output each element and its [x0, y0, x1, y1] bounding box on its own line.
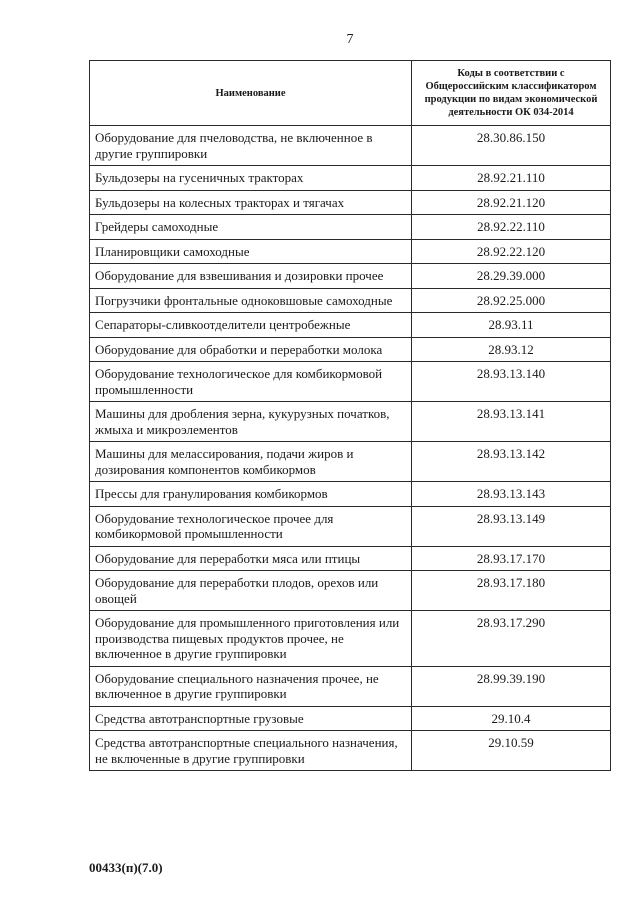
- header-code: Коды в соответствии с Общероссийским классификатором продукции по видам экономической деятельности ОК 034-2014: [412, 61, 611, 126]
- row-name-cell: Бульдозеры на колесных тракторах и тягачах: [90, 190, 412, 215]
- table-row: [90, 190, 611, 215]
- row-name-cell: Машины для мелассирования, подачи жиров и дозирования компонентов комбикормов: [90, 442, 412, 482]
- row-name-cell: Средства автотранспортные специального назначения, не включенные в другие группировки: [90, 731, 412, 771]
- row-code-cell: 29.10.4: [412, 706, 611, 731]
- table-row: [90, 506, 611, 546]
- table-row: [90, 288, 611, 313]
- row-code-cell: 28.92.25.000: [412, 288, 611, 313]
- table-row: [90, 239, 611, 264]
- table-row: [90, 731, 611, 771]
- table-body: [90, 126, 611, 771]
- row-name-cell: Оборудование специального назначения прочее, не включенное в другие группировки: [90, 666, 412, 706]
- row-name-cell: Оборудование для взвешивания и дозировки прочее: [90, 264, 412, 289]
- row-name-cell: Грейдеры самоходные: [90, 215, 412, 240]
- table-row: [90, 337, 611, 362]
- row-name-cell: Средства автотранспортные грузовые: [90, 706, 412, 731]
- row-code-cell: 28.92.22.120: [412, 239, 611, 264]
- table-row: [90, 215, 611, 240]
- row-code-cell: 28.93.13.142: [412, 442, 611, 482]
- row-code-cell: 28.93.12: [412, 337, 611, 362]
- row-code-cell: 28.93.13.140: [412, 362, 611, 402]
- row-name-cell: Сепараторы-сливкоотделители центробежные: [90, 313, 412, 338]
- row-code-cell: 28.93.13.141: [412, 402, 611, 442]
- header-name: Наименование: [90, 61, 412, 126]
- row-code-cell: 28.93.17.290: [412, 611, 611, 667]
- row-name-cell: Прессы для гранулирования комбикормов: [90, 482, 412, 507]
- row-code-cell: 28.92.22.110: [412, 215, 611, 240]
- row-code-cell: 28.93.11: [412, 313, 611, 338]
- row-code-cell: 28.93.13.143: [412, 482, 611, 507]
- table-row: [90, 666, 611, 706]
- row-code-cell: 29.10.59: [412, 731, 611, 771]
- row-code-cell: 28.92.21.110: [412, 166, 611, 191]
- table-row: [90, 442, 611, 482]
- row-code-cell: 28.92.21.120: [412, 190, 611, 215]
- table-row: [90, 482, 611, 507]
- table-row: [90, 166, 611, 191]
- row-code-cell: 28.93.17.180: [412, 571, 611, 611]
- row-name-cell: Оборудование для промышленного приготовления или производства пищевых продуктов прочее, не включенное в другие группировки: [90, 611, 412, 667]
- page-number: 7: [346, 32, 354, 47]
- table-row: [90, 706, 611, 731]
- row-name-cell: Машины для дробления зерна, кукурузных початков, жмыха и микроэлементов: [90, 402, 412, 442]
- row-code-cell: 28.93.13.149: [412, 506, 611, 546]
- row-name-cell: Бульдозеры на гусеничных тракторах: [90, 166, 412, 191]
- row-name-cell: Погрузчики фронтальные одноковшовые самоходные: [90, 288, 412, 313]
- row-code-cell: 28.99.39.190: [412, 666, 611, 706]
- table-header-row: [90, 61, 611, 126]
- row-code-cell: 28.29.39.000: [412, 264, 611, 289]
- row-name-cell: Оборудование для переработки плодов, орехов или овощей: [90, 571, 412, 611]
- row-code-cell: 28.93.17.170: [412, 546, 611, 571]
- classification-table: [89, 60, 611, 771]
- row-code-cell: 28.30.86.150: [412, 126, 611, 166]
- table-row: [90, 402, 611, 442]
- table-row: [90, 264, 611, 289]
- table-row: [90, 362, 611, 402]
- row-name-cell: Оборудование технологическое для комбикормовой промышленности: [90, 362, 412, 402]
- row-name-cell: Оборудование технологическое прочее для комбикормовой промышленности: [90, 506, 412, 546]
- footer-document-code: 00433(п)(7.0): [89, 860, 163, 875]
- row-name-cell: Оборудование для пчеловодства, не включенное в другие группировки: [90, 126, 412, 166]
- table-row: [90, 611, 611, 667]
- row-name-cell: Оборудование для обработки и переработки молока: [90, 337, 412, 362]
- table-row: [90, 126, 611, 166]
- row-name-cell: Оборудование для переработки мяса или птицы: [90, 546, 412, 571]
- table-row: [90, 313, 611, 338]
- table-row: [90, 546, 611, 571]
- row-name-cell: Планировщики самоходные: [90, 239, 412, 264]
- table-row: [90, 571, 611, 611]
